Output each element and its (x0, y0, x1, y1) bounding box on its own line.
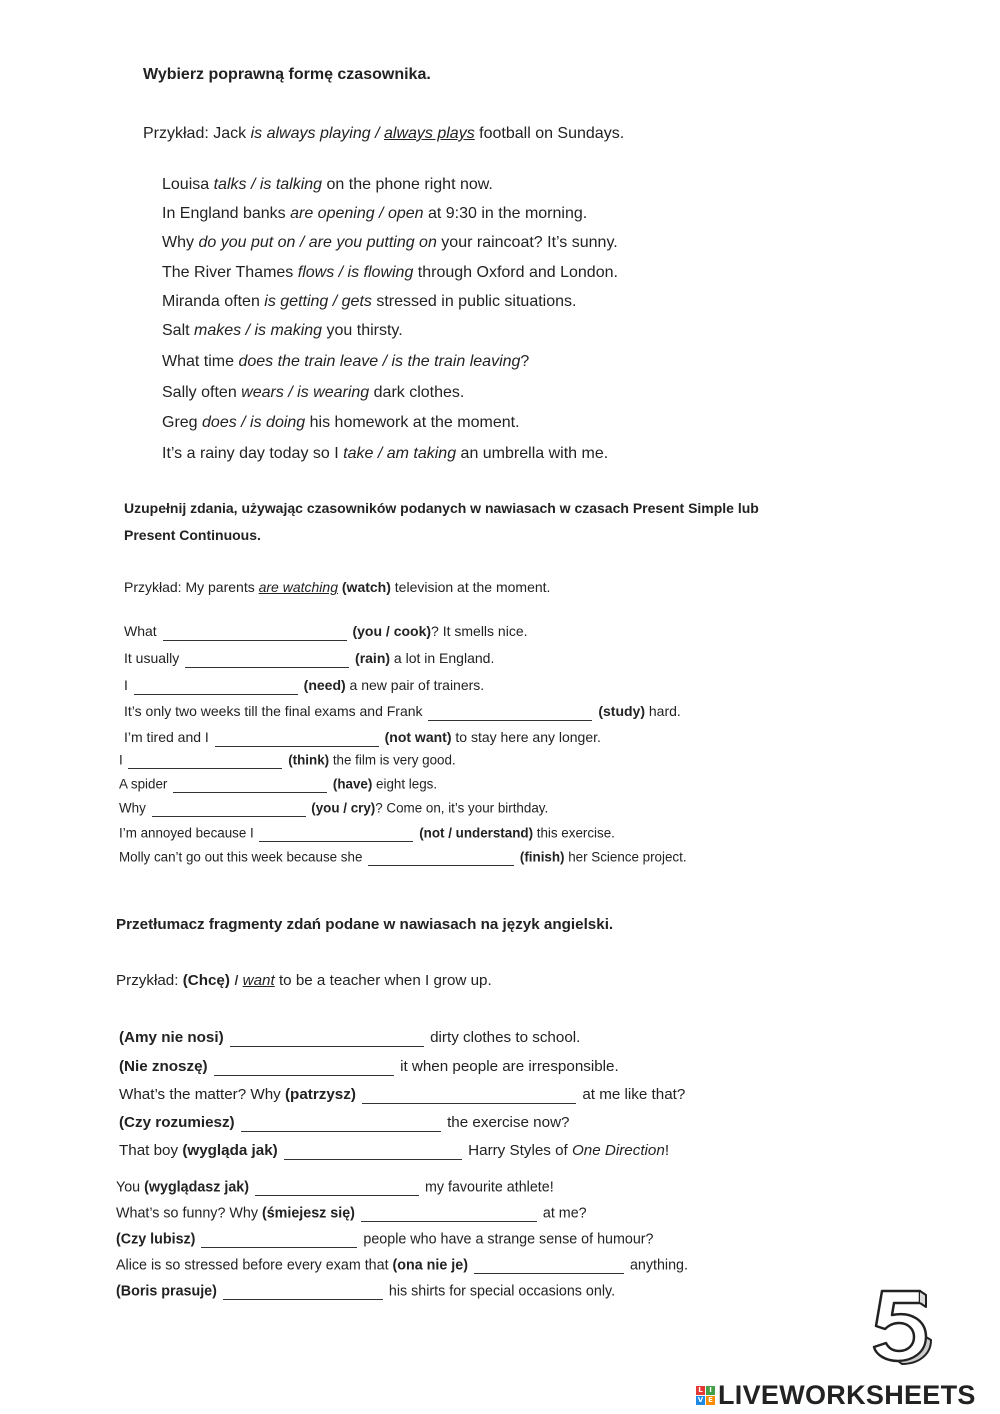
item-text: What’s the matter? Why (119, 1086, 285, 1103)
page-number-graphic (868, 1285, 934, 1365)
list-item (116, 1231, 654, 1248)
item-text: his homework at the moment. (305, 414, 520, 431)
item-text: ! (664, 1142, 670, 1159)
choice-options[interactable]: does the train leave / is the train leaving (238, 353, 521, 370)
item-text: at 9:30 in the morning. (423, 205, 588, 222)
item-text: your raincoat? It’s sunny. (436, 234, 618, 251)
item-text: eight legs. (372, 776, 438, 792)
item-text: Why (162, 234, 199, 251)
polish-phrase: (Czy rozumiesz) (119, 1114, 235, 1131)
list-item[interactable] (162, 414, 520, 432)
polish-phrase: (śmiejesz się) (261, 1205, 355, 1222)
answer-input[interactable] (214, 1059, 394, 1076)
choice-options[interactable]: are opening / open (290, 205, 424, 222)
choice-options[interactable]: is getting / gets (264, 293, 372, 310)
example-separator: / (370, 125, 384, 142)
item-text: It usually (124, 650, 180, 666)
choice-options[interactable]: wears / is wearing (241, 384, 370, 401)
item-text: A spider (119, 776, 168, 792)
answer-input[interactable] (215, 730, 379, 747)
list-item[interactable] (162, 264, 618, 282)
verb-hint: (not want) (384, 729, 452, 745)
item-text: a new pair of trainers. (345, 677, 485, 693)
item-text: It’s a rainy day today so I (162, 445, 344, 462)
item-text: on the phone right now. (322, 176, 493, 193)
list-item[interactable] (162, 176, 493, 194)
answer-input[interactable] (185, 651, 349, 668)
section1-example (143, 125, 624, 143)
example-polish: (Chcę) (182, 972, 230, 989)
item-text: my favourite athlete! (420, 1179, 554, 1196)
item-text: Salt (162, 322, 195, 339)
item-text: at me like that? (578, 1086, 686, 1103)
example-suffix: television at the moment. (390, 579, 551, 595)
item-text: a lot in England. (390, 650, 495, 666)
answer-input[interactable] (173, 776, 327, 793)
list-item[interactable] (162, 293, 576, 311)
answer-input[interactable] (134, 678, 298, 695)
example-answer: want (242, 972, 275, 989)
polish-phrase: (wygląda jak) (182, 1142, 278, 1159)
answer-input[interactable] (368, 849, 514, 866)
list-item (119, 1086, 685, 1104)
polish-phrase: (Amy nie nosi) (119, 1029, 224, 1046)
verb-hint: (need) (303, 677, 346, 693)
item-text: at me? (538, 1205, 587, 1222)
example-prefix: Przykład: (116, 972, 183, 989)
list-item[interactable] (162, 322, 403, 340)
item-text: his shirts for special occasions only. (384, 1283, 616, 1300)
answer-input[interactable] (259, 825, 413, 842)
polish-phrase: (patrzysz) (285, 1086, 356, 1103)
answer-input[interactable] (241, 1115, 441, 1132)
answer-input[interactable] (474, 1257, 624, 1274)
item-text: ? Come on, it’s your birthday. (375, 800, 549, 816)
list-item (124, 703, 681, 721)
answer-input[interactable] (255, 1179, 419, 1196)
section2-example (124, 579, 550, 595)
answer-input[interactable] (163, 624, 347, 641)
logo-text: LIVEWORKSHEETS (718, 1379, 976, 1410)
item-text: Why (119, 800, 146, 816)
answer-input[interactable] (230, 1030, 424, 1047)
answer-input[interactable] (428, 704, 592, 721)
item-text: In England banks (162, 205, 291, 222)
example-mid: I (229, 972, 243, 989)
verb-hint: (have) (332, 776, 373, 792)
verb-hint: (not / understand) (419, 825, 534, 841)
example-prefix: Przykład: Jack (143, 125, 251, 142)
polish-phrase: (wyglądasz jak) (144, 1179, 249, 1196)
list-item (119, 1058, 619, 1076)
list-item (116, 1205, 587, 1222)
logo-badge-letter: V (697, 1395, 704, 1404)
example-verb: (watch) (338, 579, 391, 595)
item-text: stressed in public situations. (371, 293, 577, 310)
choice-options[interactable]: talks / is talking (213, 176, 323, 193)
item-text: her Science project. (564, 849, 687, 865)
list-item (116, 1257, 688, 1274)
choice-options[interactable]: makes / is making (194, 322, 323, 339)
list-item (119, 752, 456, 769)
list-item[interactable] (162, 234, 618, 252)
example-option1: is always playing (250, 125, 371, 142)
list-item (119, 1029, 580, 1047)
item-text: through Oxford and London. (413, 264, 618, 281)
answer-input[interactable] (362, 1087, 576, 1104)
page-number-text: 5 (899, 1337, 903, 1343)
item-text: It’s only two weeks till the final exams and Frank (124, 703, 423, 719)
answer-input[interactable] (284, 1143, 462, 1160)
verb-hint: (you / cook) (352, 623, 432, 639)
item-text: ? It smells nice. (431, 623, 528, 639)
section2-heading-line1: Uzupełnij zdania, używając czasowników podanych w nawiasach w czasach Present Simple lub (124, 500, 759, 516)
list-item (124, 623, 528, 641)
logo-badge-icon (696, 1386, 715, 1405)
list-item (119, 800, 548, 817)
logo-badge-letter: E (706, 1396, 715, 1405)
list-item (124, 729, 601, 747)
verb-hint: (study) (598, 703, 645, 719)
item-text: Sally often (162, 384, 242, 401)
section1-heading: Wybierz poprawną formę czasownika. (143, 66, 431, 83)
item-italic: One Direction (571, 1142, 665, 1159)
item-text: What time (162, 353, 239, 370)
verb-hint: (finish) (519, 849, 565, 865)
answer-input[interactable] (201, 1231, 357, 1248)
polish-phrase: (ona nie je) (392, 1257, 468, 1274)
section2-heading-line2: Present Continuous. (124, 527, 261, 543)
item-text: Greg (162, 414, 203, 431)
choice-options[interactable]: do you put on / are you putting on (198, 234, 437, 251)
polish-phrase: (Boris prasuje) (116, 1283, 217, 1300)
answer-input[interactable] (223, 1283, 383, 1300)
list-item (119, 849, 687, 866)
section3-example (116, 972, 492, 989)
liveworksheets-logo[interactable] (696, 1378, 976, 1412)
list-item (124, 650, 494, 668)
list-item (119, 825, 615, 842)
answer-input[interactable] (361, 1205, 537, 1222)
verb-hint: (you / cry) (311, 800, 376, 816)
list-item (116, 1283, 615, 1300)
item-text: You (116, 1179, 145, 1196)
item-text: hard. (645, 703, 681, 719)
item-text: Harry Styles of (463, 1142, 572, 1159)
example-answer: always plays (384, 125, 475, 142)
answer-input[interactable] (152, 800, 306, 817)
list-item[interactable] (162, 205, 587, 223)
item-text: I (119, 752, 123, 768)
item-text: Miranda often (162, 293, 265, 310)
item-text: you thirsty. (322, 322, 403, 339)
item-text: That boy (119, 1142, 183, 1159)
item-text: this exercise. (533, 825, 615, 841)
list-item[interactable] (162, 384, 464, 402)
item-text: the film is very good. (329, 752, 456, 768)
item-text: Alice is so stressed before every exam that (116, 1257, 393, 1274)
example-answer: are watching (258, 579, 338, 595)
item-text: Louisa (162, 176, 214, 193)
item-text: Molly can’t go out this week because she (119, 849, 363, 865)
polish-phrase: (Czy lubisz) (116, 1231, 196, 1248)
item-text: dirty clothes to school. (425, 1029, 581, 1046)
item-text: I’m annoyed because I (119, 825, 254, 841)
item-text: ? (520, 353, 530, 370)
item-text: to stay here any longer. (451, 729, 601, 745)
item-text: people who have a strange sense of humour? (359, 1231, 654, 1248)
item-text: anything. (625, 1257, 688, 1274)
logo-badge-letter: L (696, 1386, 705, 1395)
polish-phrase: (Nie znoszę) (119, 1058, 208, 1075)
choice-options[interactable]: does / is doing (202, 414, 306, 431)
list-item (116, 1179, 554, 1196)
item-text: it when people are irresponsible. (395, 1058, 619, 1075)
example-prefix: Przykład: My parents (124, 579, 259, 595)
list-item[interactable] (162, 445, 608, 463)
item-text: the exercise now? (442, 1114, 570, 1131)
verb-hint: (rain) (355, 650, 391, 666)
item-text: dark clothes. (369, 384, 465, 401)
list-item (119, 776, 437, 793)
list-item (119, 1142, 669, 1160)
verb-hint: (think) (288, 752, 330, 768)
item-text: I’m tired and I (124, 729, 209, 745)
list-item (119, 1114, 570, 1132)
item-text: What’s so funny? Why (116, 1205, 262, 1222)
example-suffix: to be a teacher when I grow up. (274, 972, 492, 989)
answer-input[interactable] (128, 752, 282, 769)
example-suffix: football on Sundays. (474, 125, 625, 142)
list-item (124, 677, 484, 695)
item-text: an umbrella with me. (456, 445, 609, 462)
item-text: The River Thames (162, 264, 298, 281)
item-text: What (124, 623, 157, 639)
list-item[interactable] (162, 353, 529, 371)
item-text: I (124, 677, 128, 693)
choice-options[interactable]: take / am taking (343, 445, 457, 462)
logo-badge-letter: I (706, 1386, 715, 1395)
choice-options[interactable]: flows / is flowing (297, 264, 414, 281)
section3-heading: Przetłumacz fragmenty zdań podane w nawiasach na język angielski. (116, 916, 614, 933)
